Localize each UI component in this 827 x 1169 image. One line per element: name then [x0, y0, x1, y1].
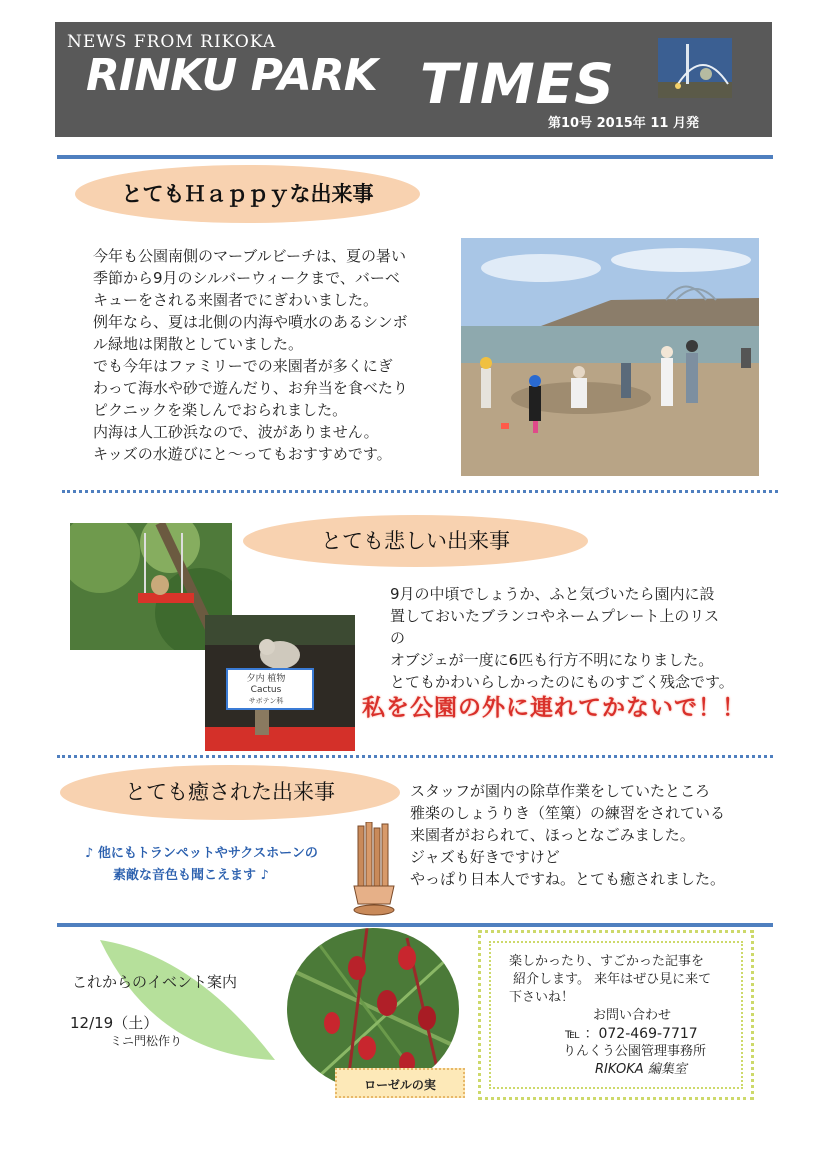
- sign-line: Cactus: [250, 685, 282, 695]
- text-line: オブジェが一度に6匹も行方不明になりました。: [390, 651, 714, 669]
- info-office: りんくう公園管理事務所: [563, 1044, 707, 1059]
- nameplate-sign: [233, 674, 299, 707]
- issue-info: 第10号 2015年 11 月発: [548, 116, 699, 131]
- photo-caption: ローゼルの実: [335, 1068, 465, 1098]
- section-divider: [57, 155, 773, 159]
- info-box: [478, 930, 754, 1100]
- text-line: スタッフが園内の除草作業をしていたところ: [410, 782, 711, 800]
- newsletter-title-times: TIMES: [420, 52, 615, 116]
- newsletter-title: RINKU PARK: [86, 50, 377, 101]
- text-line: 雅楽のしょうりき（笙篥）の練習をされている: [410, 804, 726, 822]
- beach-photo: [461, 238, 759, 476]
- info-line: 楽しかったり、すごかった記事を: [509, 954, 705, 969]
- text-line: 例年なら、夏は北側の内海や噴水のあるシンボ: [93, 313, 408, 331]
- text-line: でも今年はファミリーでの来園者が多くにぎ: [93, 357, 393, 375]
- text-line: 季節から9月のシルバーウィークまで、バーベ: [93, 269, 400, 287]
- sho-instrument-icon: [350, 822, 400, 917]
- info-line: 下さいね！: [509, 990, 575, 1005]
- music-note: [85, 843, 355, 887]
- text-line: わって海水や砂で遊んだり、お弁当を食べたり: [93, 379, 408, 397]
- roselle-photo: [287, 928, 459, 1090]
- text-line: 9月の中頃でしょうか、ふと気づいたら園内に設: [390, 585, 715, 603]
- event-date: 12/19（土）: [70, 1014, 159, 1032]
- text-line: 来園者がおられて、ほっとなごみました。: [410, 826, 695, 844]
- info-tel: ℡ ：072-469-7717: [565, 1026, 698, 1042]
- text-line: ル緑地は閑散としていました。: [93, 335, 304, 353]
- text-line: キッズの水遊びにと～ってもおすすめです。: [93, 445, 392, 463]
- info-editor: RIKOKA 編集室: [595, 1062, 687, 1077]
- section-heading-happy: とてもＨａｐｐｙな出来事: [75, 165, 420, 223]
- text-line: 置しておいたブランコやネームプレート上のリス: [390, 607, 720, 625]
- text-line: 内海は人工砂浜なので、波がありません。: [93, 423, 379, 441]
- section-heading-sad: とても悲しい出来事: [243, 515, 588, 567]
- info-line: 紹介します。 来年はぜひ見に来て: [513, 972, 712, 987]
- sign-line: サボテン科: [248, 697, 284, 705]
- section-divider: [57, 923, 773, 927]
- note-line: ♪ 他にもトランペットやサクスホーンの: [85, 846, 318, 861]
- sign-line: 夕内 植物: [246, 674, 286, 684]
- sad-article-text: [390, 583, 770, 693]
- text-line: ピクニックを楽しんでおられました。: [93, 401, 348, 419]
- text-line: とてもかわいらしかったのにものすごく残念です。: [390, 673, 734, 691]
- section-divider: [62, 490, 778, 493]
- text-line: ジャズも好きですけど: [410, 848, 560, 866]
- note-line: 素敵な音色も聞こえます ♪: [113, 868, 269, 883]
- event-item: ミニ門松作り: [110, 1034, 183, 1048]
- info-contact: お問い合わせ: [593, 1008, 672, 1023]
- text-line: キューをされる来園者でにぎわいました。: [93, 291, 379, 309]
- healing-article-text: [410, 780, 770, 890]
- squirrel-callout: 私を公園の外に連れてかないで！！: [362, 695, 746, 721]
- events-heading: これからのイベント案内: [72, 973, 238, 991]
- info-box-text: [509, 953, 749, 1079]
- section-divider: [57, 755, 773, 758]
- masthead-photo: [658, 38, 732, 98]
- section-heading-healing: とても癒された出来事: [60, 765, 400, 820]
- masthead-kicker: NEWS FROM RIKOKA: [67, 32, 277, 52]
- happy-article-text: [93, 245, 453, 465]
- text-line: 今年も公園南側のマーブルビーチは、夏の暑い: [93, 247, 407, 265]
- text-line: やっぱり日本人ですね。とても癒されました。: [410, 870, 726, 888]
- text-line: の: [390, 629, 406, 647]
